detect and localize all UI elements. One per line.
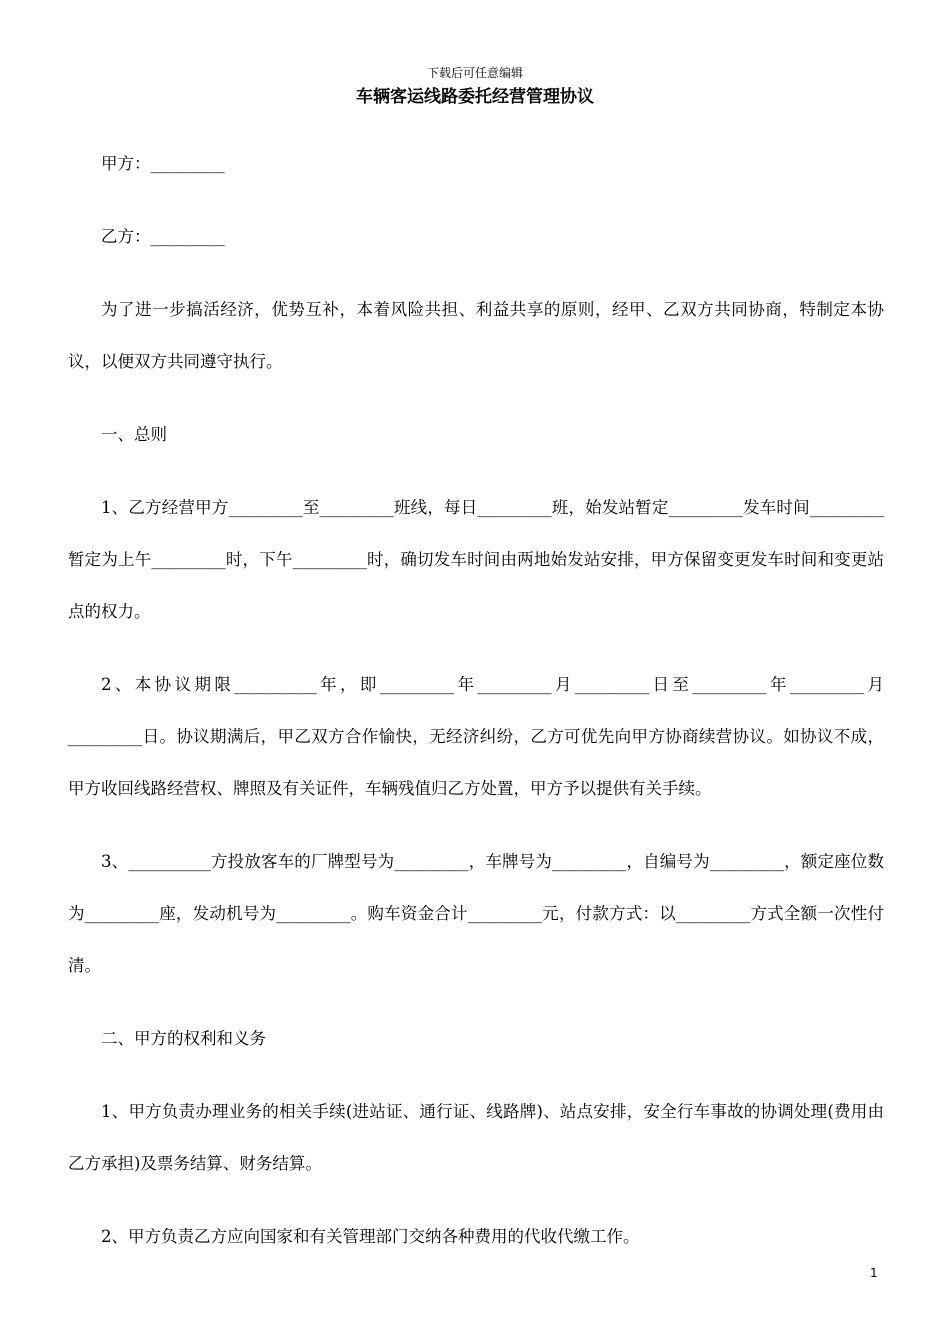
clause-1-2: 2、本协议期限__________年，即_________年_________月_________日至_________年_________月_________日。协议期满后，甲乙双方合作愉快，无经济纠纷，乙方可优先向甲方协商续营协议。如协议不成，甲方收回线路经营权、牌照及有关证件，车辆残值归乙方处置，甲方予以提供有关手续。 <box>68 675 884 798</box>
clause-2-2: 2、甲方负责乙方应向国家和有关管理部门交纳各种费用的代收代缴工作。 <box>101 1227 640 1246</box>
document-body <box>68 138 884 1263</box>
party-b-line: 乙方：_________ <box>101 227 225 246</box>
clause-2-1: 1、甲方负责办理业务的相关手续(进站证、通行证、线路牌)、站点安排，安全行车事故的协调处理(费用由乙方承担)及票务结算、财务结算。 <box>68 1102 884 1173</box>
header-note: 下载后可任意编辑 <box>426 66 523 80</box>
preamble-paragraph: 为了进一步搞活经济，优势互补，本着风险共担、利益共享的原则，经甲、乙双方共同协商，特制定本协议，以便双方共同遵守执行。 <box>68 300 884 371</box>
clause-1-1: 1、乙方经营甲方_________至_________班线，每日_________班，始发站暂定_________发车时间_________暂定为上午_________时，下午_________时，确切发车时间由两地始发站安排，甲方保留变更发车时间和变更站点的权力。 <box>68 498 884 621</box>
clause-1-3: 3、__________方投放客车的厂牌型号为_________，车牌号为_________，自编号为_________，额定座位数为_________座，发动机号为_________。购车资金合计_________元，付款方式：以_________方式全额一次性付清。 <box>68 852 884 975</box>
section-heading-party-a: 二、甲方的权利和义务 <box>101 1029 266 1048</box>
page-number: 1 <box>870 1266 878 1280</box>
party-a-line: 甲方：_________ <box>101 154 225 173</box>
page-title: 车辆客运线路委托经营管理协议 <box>356 87 594 107</box>
section-heading-general: 一、总则 <box>101 425 167 444</box>
